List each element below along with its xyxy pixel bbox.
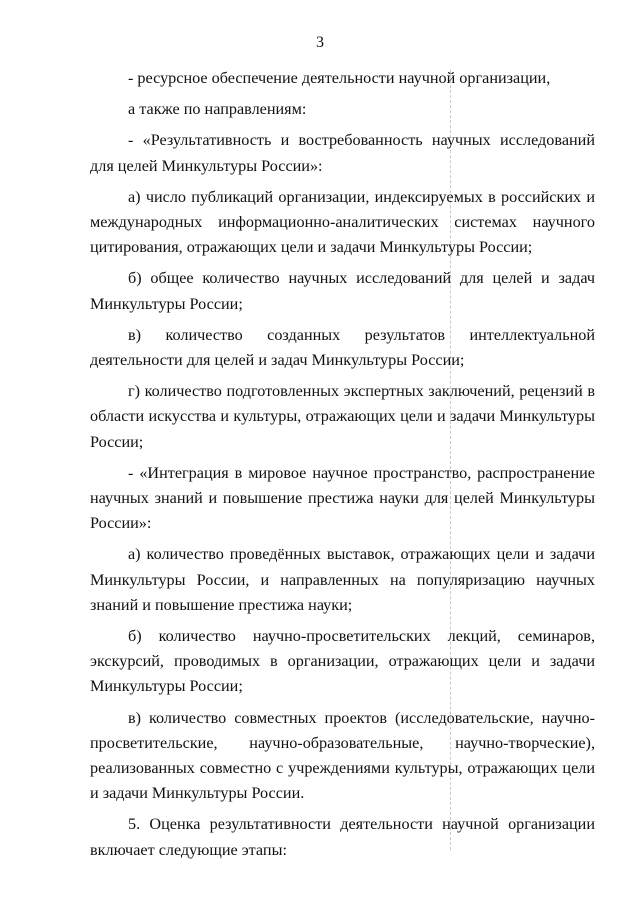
paragraph-item-g-expert-opinions: г) количество подготовленных экспертных заключений, рецензий в области искусства и культуры, отражающих цели и задачи Минкультуры России; [90,382,595,451]
document-body [90,66,595,863]
paragraph-section-5: 5. Оценка результативности деятельности научной организации включает следующие этапы: [90,815,595,859]
paragraph-directions-intro: а также по направлениям: [128,100,307,119]
paragraph-item-a-publications: а) число публикаций организации, индексируемых в российских и международных информационно-аналитических системах научного цитирования, отражающих цели и задачи Минкультуры России; [90,187,595,257]
paragraph-item-a-exhibitions: а) количество проведённых выставок, отражающих цели и задачи Минкультуры России, и направленных на популяризацию научных знаний и повышение престижа науки; [90,545,595,614]
paragraph-item-b-lectures: б) количество научно-просветительских лекций, семинаров, экскурсий, проводимых в организации, отражающих цели и задачи Минкультуры России; [90,627,595,696]
paragraph-direction-effectiveness: - «Результативность и востребованность научных исследований для целей Минкультуры России»: [90,131,595,175]
paragraph-item-b-research-count: б) общее количество научных исследований для целей и задач Минкультуры России; [90,269,595,313]
paragraph-direction-integration: - «Интеграция в мировое научное пространство, распространение научных знаний и повышение престижа науки для целей Минкультуры России»: [90,463,595,533]
page-number: 3 [316,34,324,51]
paragraph-item-v-intellectual-results: в) количество созданных результатов интеллектуальной деятельности для целей и задач Минкультуры России; [90,325,595,370]
paragraph-resource-support: - ресурсное обеспечение деятельности научной организации, [128,69,551,87]
paragraph-item-v-joint-projects: в) количество совместных проектов (исследовательские, научно-просветительские, научно-образовательные, научно-творческие), реализованных совместно с учреждениями культуры, отражающих цели и задачи Минкультуры России. [90,708,595,803]
